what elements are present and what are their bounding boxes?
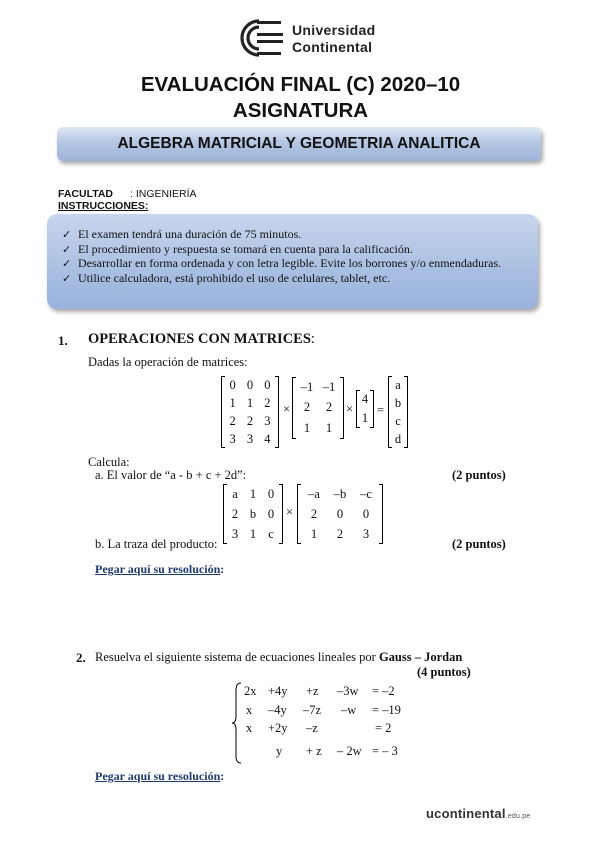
matrix-cell: 1 — [249, 526, 257, 541]
checkmark-icon: ✓ — [62, 272, 72, 285]
matrix-cell: 3 — [264, 413, 271, 428]
matrix-d — [388, 376, 408, 448]
times-operator: × — [286, 505, 294, 519]
matrix-cell: 1 — [249, 486, 257, 501]
times-operator: × — [283, 402, 291, 416]
subject-name: ALGEBRA MATRICIAL Y GEOMETRIA ANALITICA — [117, 135, 481, 152]
matrix-cell: 1 — [361, 411, 369, 425]
matrix-cell: 0 — [336, 506, 344, 521]
matrix-b — [292, 377, 344, 439]
matrix-cell: c — [268, 526, 274, 541]
instruction-item: ✓ El examen tendrá una duración de 75 minutos. — [62, 227, 302, 241]
paste-resolution-2: Pegar aquí su resolución: — [95, 769, 225, 783]
matrix-cell: 2 — [310, 506, 318, 521]
matrix-cell: 1 — [229, 395, 236, 410]
matrix-cell: 2 — [231, 506, 239, 521]
matrix-cell: 0 — [246, 377, 254, 392]
matrix-cell: 1 — [325, 421, 333, 436]
instruction-item: ✓ Desarrollar en forma ordenada y con letra legible. Evite los borrones y/o enmendaduras. — [62, 256, 502, 270]
checkmark-icon: ✓ — [62, 228, 72, 241]
matrix-cell: –1 — [322, 379, 336, 394]
matrix-cell: 0 — [264, 377, 271, 392]
logo-text-line1: Universidad — [292, 22, 376, 38]
matrix-cell: 0 — [267, 506, 275, 521]
checkmark-icon: ✓ — [62, 243, 72, 256]
matrix-cell: 3 — [362, 526, 370, 541]
matrix-cell: –b — [333, 486, 347, 501]
matrix-cell: c — [395, 413, 401, 428]
matrix-cell: 2 — [325, 400, 333, 415]
matrix-c — [356, 390, 374, 428]
matrix-n1 — [223, 484, 283, 544]
matrix-cell: b — [394, 395, 402, 410]
matrix-cell: 2 — [246, 413, 254, 428]
matrix-cell: 2 — [229, 413, 236, 428]
matrix-cell: 0 — [362, 506, 370, 521]
system-brace — [232, 682, 242, 764]
calcula-label: Calcula: — [88, 455, 130, 469]
instruction-item: ✓ El procedimiento y respuesta se tomará en cuenta para la calificación. — [62, 242, 413, 256]
matrix-cell: –c — [360, 486, 372, 501]
matrix-cell: –1 — [300, 379, 314, 394]
instructions-heading: INSTRUCCIONES: — [58, 200, 149, 212]
matrix-cell: a — [232, 486, 238, 501]
matrix-cell: 2 — [303, 400, 311, 415]
faculty-value: : INGENIERÍA — [130, 188, 197, 200]
question-2-text: Resuelva el siguiente sistema de ecuaciones lineales por Gauss – Jordan — [95, 650, 463, 664]
matrix-cell: 2 — [336, 526, 344, 541]
matrix-cell: 0 — [229, 377, 236, 392]
faculty-label: FACULTAD — [58, 188, 114, 200]
question-1b-points: (2 puntos) — [452, 537, 506, 551]
logo-text-line2: Continental — [292, 39, 373, 55]
question-1a-points: (2 puntos) — [452, 468, 506, 482]
matrix-cell: 4 — [264, 431, 271, 446]
matrix-cell: 0 — [267, 486, 275, 501]
times-operator: × — [346, 402, 354, 416]
question-2-number: 2. — [76, 650, 86, 665]
question-1-title: OPERACIONES CON MATRICES: — [88, 331, 315, 347]
question-1-number: 1. — [58, 333, 68, 348]
matrix-cell: 3 — [231, 526, 239, 541]
matrix-cell: 4 — [361, 392, 369, 406]
question-1a-text: a. El valor de “a - b + c + 2d”: — [95, 468, 247, 482]
matrix-cell: 1 — [310, 526, 318, 541]
matrix-cell: 1 — [246, 395, 254, 410]
matrix-cell: 2 — [264, 395, 271, 410]
matrix-cell: b — [249, 506, 257, 521]
question-1-intro: Dadas la operación de matrices: — [88, 355, 248, 369]
matrix-cell: 1 — [303, 421, 311, 436]
question-2-points: (4 puntos) — [417, 665, 471, 679]
matrix-n2 — [297, 484, 383, 544]
equals-operator: = — [377, 403, 385, 417]
matrix-cell: 3 — [229, 431, 236, 446]
university-logo-icon — [233, 18, 285, 58]
paste-resolution-1: Pegar aquí su resolución: — [95, 562, 225, 576]
matrix-cell: a — [395, 377, 401, 392]
matrix-a — [221, 376, 279, 448]
question-1b-text: b. La traza del producto: — [95, 537, 218, 551]
matrix-cell: 3 — [246, 431, 254, 446]
footer-brand: ucontinental.edu.pe — [426, 806, 531, 821]
exam-subtitle: ASIGNATURA — [232, 99, 369, 122]
checkmark-icon: ✓ — [62, 257, 72, 270]
exam-title: EVALUACIÓN FINAL (C) 2020–10 — [140, 73, 461, 96]
instruction-item: ✓ Utilice calculadora, está prohibido el uso de celulares, tablet, etc. — [62, 271, 391, 285]
matrix-cell: –a — [308, 486, 320, 501]
matrix-cell: d — [394, 431, 402, 446]
